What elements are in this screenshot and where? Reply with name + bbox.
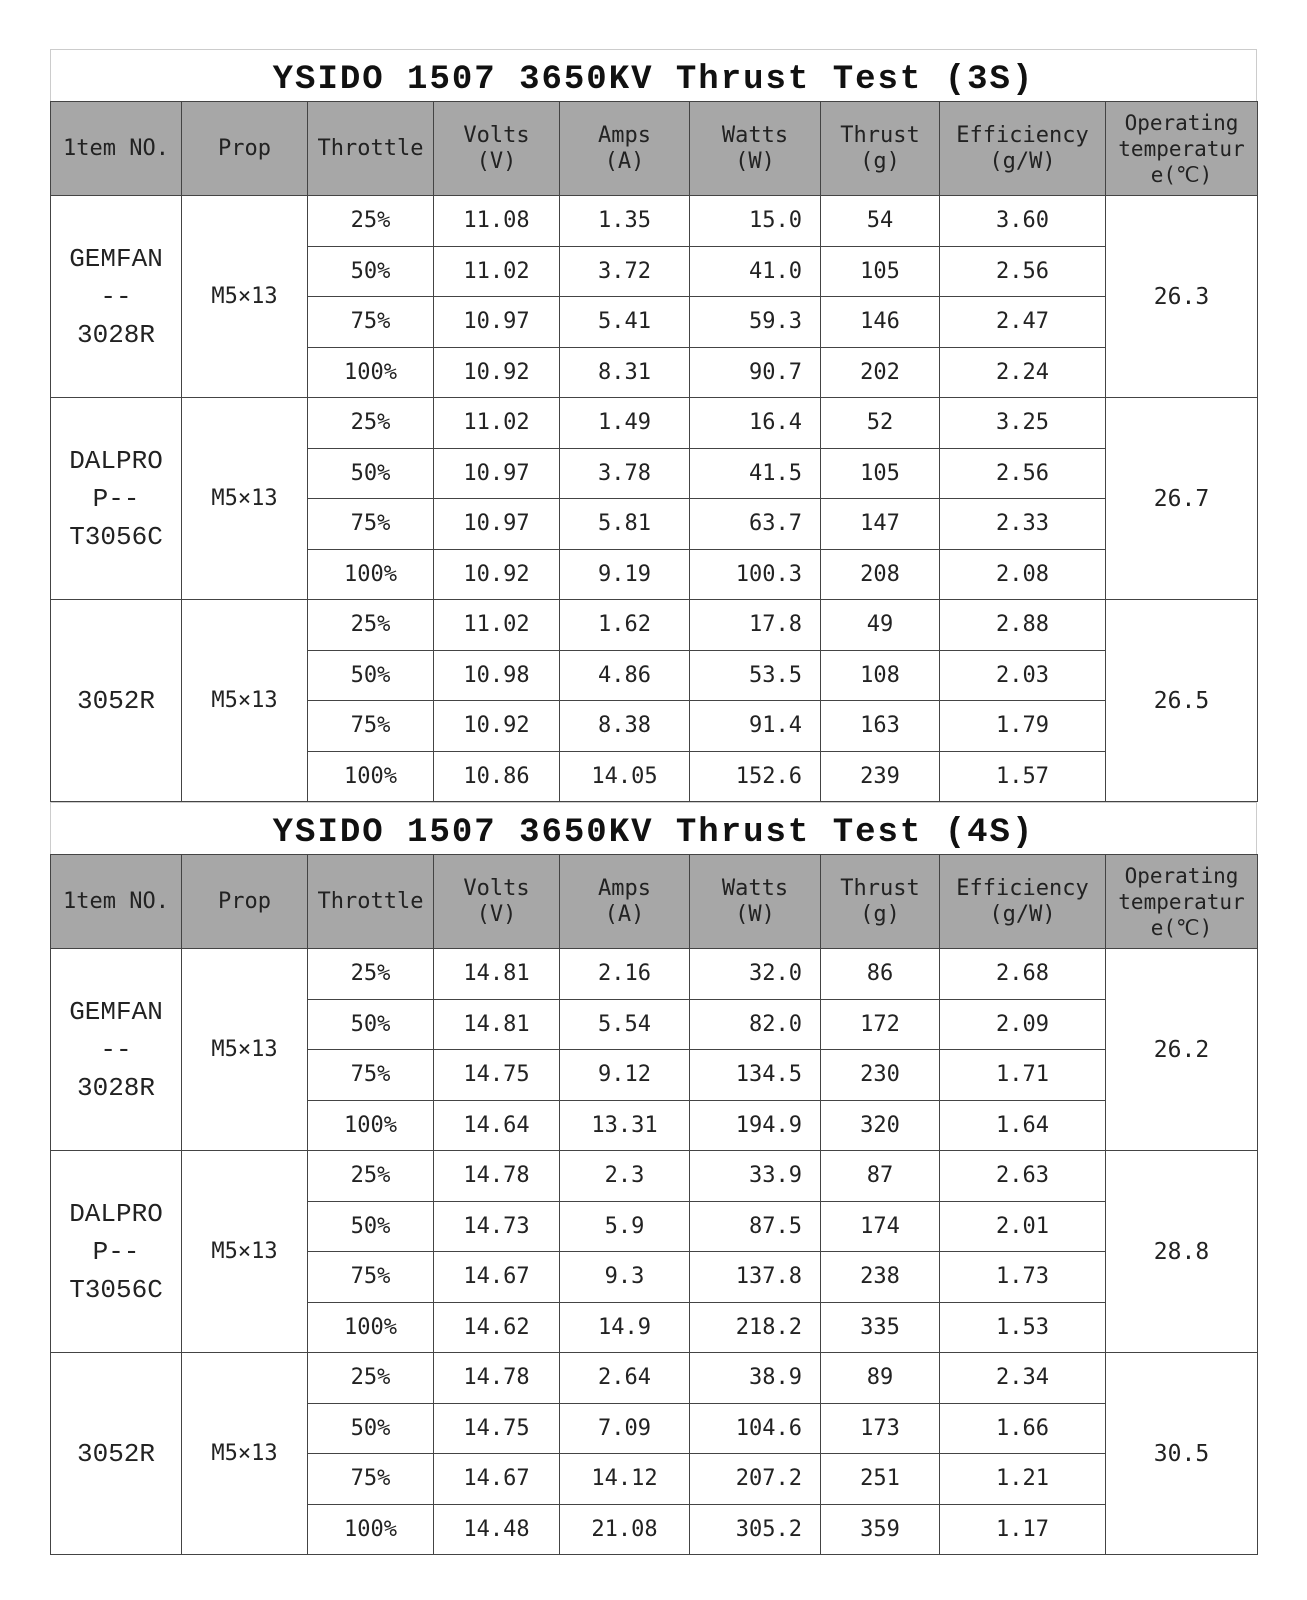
volts-cell: 14.75 bbox=[434, 1050, 560, 1101]
throttle-cell: 50% bbox=[308, 1403, 434, 1454]
volts-cell: 10.97 bbox=[434, 448, 560, 499]
watts-cell: 63.7 bbox=[690, 499, 821, 550]
volts-cell: 11.08 bbox=[434, 196, 560, 247]
watts-cell: 59.3 bbox=[690, 297, 821, 348]
item-name-cell: 3052R bbox=[51, 600, 182, 802]
efficiency-cell: 1.73 bbox=[940, 1252, 1106, 1303]
watts-cell: 194.9 bbox=[690, 1100, 821, 1151]
thrust-cell: 335 bbox=[821, 1302, 940, 1353]
volts-cell: 14.75 bbox=[434, 1403, 560, 1454]
volts-cell: 11.02 bbox=[434, 600, 560, 651]
volts-cell: 10.97 bbox=[434, 297, 560, 348]
thrust-cell: 202 bbox=[821, 347, 940, 398]
watts-cell: 53.5 bbox=[690, 650, 821, 701]
header-throttle: Throttle bbox=[308, 102, 434, 196]
efficiency-cell: 2.47 bbox=[940, 297, 1106, 348]
volts-cell: 14.78 bbox=[434, 1151, 560, 1202]
volts-cell: 14.67 bbox=[434, 1454, 560, 1505]
throttle-cell: 50% bbox=[308, 246, 434, 297]
header-prop: Prop bbox=[182, 102, 308, 196]
volts-cell: 14.48 bbox=[434, 1504, 560, 1555]
volts-cell: 10.97 bbox=[434, 499, 560, 550]
thrust-cell: 54 bbox=[821, 196, 940, 247]
item-name-cell: 3052R bbox=[51, 1353, 182, 1555]
watts-cell: 91.4 bbox=[690, 701, 821, 752]
throttle-cell: 25% bbox=[308, 1151, 434, 1202]
header-throttle: Throttle bbox=[308, 855, 434, 949]
throttle-cell: 75% bbox=[308, 297, 434, 348]
amps-cell: 5.54 bbox=[560, 999, 690, 1050]
header-watts: Watts (W) bbox=[690, 855, 821, 949]
amps-cell: 2.3 bbox=[560, 1151, 690, 1202]
table-title: YSIDO 1507 3650KV Thrust Test (3S) bbox=[50, 49, 1257, 101]
header-row bbox=[51, 855, 1258, 949]
thrust-cell: 108 bbox=[821, 650, 940, 701]
throttle-cell: 100% bbox=[308, 549, 434, 600]
throttle-cell: 25% bbox=[308, 196, 434, 247]
thrust-cell: 208 bbox=[821, 549, 940, 600]
header-item-no: 1tem NO. bbox=[51, 855, 182, 949]
watts-cell: 17.8 bbox=[690, 600, 821, 651]
watts-cell: 137.8 bbox=[690, 1252, 821, 1303]
watts-cell: 82.0 bbox=[690, 999, 821, 1050]
throttle-cell: 100% bbox=[308, 751, 434, 802]
prop-cell: M5×13 bbox=[182, 949, 308, 1151]
operating-temp-cell: 26.7 bbox=[1106, 398, 1258, 600]
amps-cell: 1.49 bbox=[560, 398, 690, 449]
efficiency-cell: 2.33 bbox=[940, 499, 1106, 550]
amps-cell: 13.31 bbox=[560, 1100, 690, 1151]
throttle-cell: 50% bbox=[308, 999, 434, 1050]
efficiency-cell: 1.21 bbox=[940, 1454, 1106, 1505]
amps-cell: 3.72 bbox=[560, 246, 690, 297]
watts-cell: 41.0 bbox=[690, 246, 821, 297]
thrust-cell: 251 bbox=[821, 1454, 940, 1505]
item-name-cell: DALPRO P-- T3056C bbox=[51, 398, 182, 600]
throttle-cell: 75% bbox=[308, 701, 434, 752]
thrust-cell: 320 bbox=[821, 1100, 940, 1151]
header-thrust: Thrust (g) bbox=[821, 855, 940, 949]
table-row bbox=[51, 398, 1258, 449]
thrust-table-4s bbox=[50, 854, 1258, 1555]
efficiency-cell: 2.63 bbox=[940, 1151, 1106, 1202]
header-amps: Amps (A) bbox=[560, 855, 690, 949]
efficiency-cell: 2.56 bbox=[940, 246, 1106, 297]
volts-cell: 14.81 bbox=[434, 999, 560, 1050]
header-volts: Volts (V) bbox=[434, 102, 560, 196]
thrust-cell: 239 bbox=[821, 751, 940, 802]
volts-cell: 14.81 bbox=[434, 949, 560, 1000]
operating-temp-cell: 26.2 bbox=[1106, 949, 1258, 1151]
throttle-cell: 100% bbox=[308, 347, 434, 398]
volts-cell: 14.64 bbox=[434, 1100, 560, 1151]
operating-temp-cell: 26.5 bbox=[1106, 600, 1258, 802]
prop-cell: M5×13 bbox=[182, 1353, 308, 1555]
efficiency-cell: 2.01 bbox=[940, 1201, 1106, 1252]
table-row bbox=[51, 196, 1258, 247]
watts-cell: 134.5 bbox=[690, 1050, 821, 1101]
amps-cell: 5.41 bbox=[560, 297, 690, 348]
operating-temp-cell: 30.5 bbox=[1106, 1353, 1258, 1555]
volts-cell: 14.67 bbox=[434, 1252, 560, 1303]
efficiency-cell: 1.66 bbox=[940, 1403, 1106, 1454]
amps-cell: 21.08 bbox=[560, 1504, 690, 1555]
amps-cell: 5.9 bbox=[560, 1201, 690, 1252]
watts-cell: 104.6 bbox=[690, 1403, 821, 1454]
prop-cell: M5×13 bbox=[182, 398, 308, 600]
throttle-cell: 100% bbox=[308, 1504, 434, 1555]
watts-cell: 218.2 bbox=[690, 1302, 821, 1353]
amps-cell: 9.12 bbox=[560, 1050, 690, 1101]
throttle-cell: 100% bbox=[308, 1302, 434, 1353]
efficiency-cell: 1.17 bbox=[940, 1504, 1106, 1555]
efficiency-cell: 1.64 bbox=[940, 1100, 1106, 1151]
watts-cell: 41.5 bbox=[690, 448, 821, 499]
amps-cell: 1.35 bbox=[560, 196, 690, 247]
watts-cell: 87.5 bbox=[690, 1201, 821, 1252]
header-row bbox=[51, 102, 1258, 196]
watts-cell: 15.0 bbox=[690, 196, 821, 247]
throttle-cell: 50% bbox=[308, 1201, 434, 1252]
volts-cell: 10.98 bbox=[434, 650, 560, 701]
table-row bbox=[51, 600, 1258, 651]
operating-temp-cell: 26.3 bbox=[1106, 196, 1258, 398]
amps-cell: 14.9 bbox=[560, 1302, 690, 1353]
thrust-cell: 174 bbox=[821, 1201, 940, 1252]
header-operating-temp: Operating temperatur e(℃) bbox=[1106, 102, 1258, 196]
amps-cell: 4.86 bbox=[560, 650, 690, 701]
header-prop: Prop bbox=[182, 855, 308, 949]
watts-cell: 152.6 bbox=[690, 751, 821, 802]
amps-cell: 3.78 bbox=[560, 448, 690, 499]
throttle-cell: 25% bbox=[308, 600, 434, 651]
amps-cell: 7.09 bbox=[560, 1403, 690, 1454]
volts-cell: 11.02 bbox=[434, 246, 560, 297]
efficiency-cell: 2.34 bbox=[940, 1353, 1106, 1404]
efficiency-cell: 2.88 bbox=[940, 600, 1106, 651]
watts-cell: 207.2 bbox=[690, 1454, 821, 1505]
throttle-cell: 75% bbox=[308, 1252, 434, 1303]
header-watts: Watts (W) bbox=[690, 102, 821, 196]
thrust-cell: 147 bbox=[821, 499, 940, 550]
amps-cell: 9.3 bbox=[560, 1252, 690, 1303]
table-row bbox=[51, 949, 1258, 1000]
prop-cell: M5×13 bbox=[182, 600, 308, 802]
header-amps: Amps (A) bbox=[560, 102, 690, 196]
watts-cell: 90.7 bbox=[690, 347, 821, 398]
volts-cell: 14.62 bbox=[434, 1302, 560, 1353]
thrust-test-sheet bbox=[50, 49, 1257, 1555]
header-efficiency: Efficiency (g/W) bbox=[940, 855, 1106, 949]
efficiency-cell: 2.08 bbox=[940, 549, 1106, 600]
volts-cell: 11.02 bbox=[434, 398, 560, 449]
watts-cell: 305.2 bbox=[690, 1504, 821, 1555]
amps-cell: 8.31 bbox=[560, 347, 690, 398]
table-row bbox=[51, 1353, 1258, 1404]
amps-cell: 9.19 bbox=[560, 549, 690, 600]
thrust-cell: 89 bbox=[821, 1353, 940, 1404]
thrust-cell: 105 bbox=[821, 246, 940, 297]
item-name-cell: DALPRO P-- T3056C bbox=[51, 1151, 182, 1353]
efficiency-cell: 2.24 bbox=[940, 347, 1106, 398]
throttle-cell: 25% bbox=[308, 398, 434, 449]
volts-cell: 14.78 bbox=[434, 1353, 560, 1404]
header-volts: Volts (V) bbox=[434, 855, 560, 949]
thrust-cell: 238 bbox=[821, 1252, 940, 1303]
throttle-cell: 50% bbox=[308, 448, 434, 499]
header-operating-temp: Operating temperatur e(℃) bbox=[1106, 855, 1258, 949]
amps-cell: 14.12 bbox=[560, 1454, 690, 1505]
amps-cell: 14.05 bbox=[560, 751, 690, 802]
efficiency-cell: 2.09 bbox=[940, 999, 1106, 1050]
table-row bbox=[51, 1151, 1258, 1202]
amps-cell: 2.64 bbox=[560, 1353, 690, 1404]
amps-cell: 5.81 bbox=[560, 499, 690, 550]
throttle-cell: 100% bbox=[308, 1100, 434, 1151]
thrust-cell: 146 bbox=[821, 297, 940, 348]
throttle-cell: 75% bbox=[308, 1454, 434, 1505]
efficiency-cell: 1.79 bbox=[940, 701, 1106, 752]
thrust-cell: 230 bbox=[821, 1050, 940, 1101]
volts-cell: 10.92 bbox=[434, 701, 560, 752]
volts-cell: 14.73 bbox=[434, 1201, 560, 1252]
thrust-cell: 359 bbox=[821, 1504, 940, 1555]
watts-cell: 38.9 bbox=[690, 1353, 821, 1404]
throttle-cell: 50% bbox=[308, 650, 434, 701]
thrust-cell: 49 bbox=[821, 600, 940, 651]
volts-cell: 10.86 bbox=[434, 751, 560, 802]
efficiency-cell: 1.53 bbox=[940, 1302, 1106, 1353]
header-efficiency: Efficiency (g/W) bbox=[940, 102, 1106, 196]
amps-cell: 1.62 bbox=[560, 600, 690, 651]
efficiency-cell: 1.57 bbox=[940, 751, 1106, 802]
thrust-cell: 52 bbox=[821, 398, 940, 449]
watts-cell: 32.0 bbox=[690, 949, 821, 1000]
thrust-cell: 87 bbox=[821, 1151, 940, 1202]
operating-temp-cell: 28.8 bbox=[1106, 1151, 1258, 1353]
throttle-cell: 75% bbox=[308, 1050, 434, 1101]
prop-cell: M5×13 bbox=[182, 1151, 308, 1353]
throttle-cell: 75% bbox=[308, 499, 434, 550]
thrust-cell: 86 bbox=[821, 949, 940, 1000]
efficiency-cell: 2.03 bbox=[940, 650, 1106, 701]
efficiency-cell: 3.25 bbox=[940, 398, 1106, 449]
efficiency-cell: 1.71 bbox=[940, 1050, 1106, 1101]
watts-cell: 33.9 bbox=[690, 1151, 821, 1202]
thrust-cell: 105 bbox=[821, 448, 940, 499]
thrust-cell: 173 bbox=[821, 1403, 940, 1454]
efficiency-cell: 2.56 bbox=[940, 448, 1106, 499]
item-name-cell: GEMFAN -- 3028R bbox=[51, 196, 182, 398]
prop-cell: M5×13 bbox=[182, 196, 308, 398]
item-name-cell: GEMFAN -- 3028R bbox=[51, 949, 182, 1151]
throttle-cell: 25% bbox=[308, 949, 434, 1000]
header-thrust: Thrust (g) bbox=[821, 102, 940, 196]
thrust-table-3s bbox=[50, 101, 1258, 802]
watts-cell: 100.3 bbox=[690, 549, 821, 600]
throttle-cell: 25% bbox=[308, 1353, 434, 1404]
header-item-no: 1tem NO. bbox=[51, 102, 182, 196]
thrust-cell: 163 bbox=[821, 701, 940, 752]
volts-cell: 10.92 bbox=[434, 549, 560, 600]
amps-cell: 2.16 bbox=[560, 949, 690, 1000]
table-title: YSIDO 1507 3650KV Thrust Test (4S) bbox=[50, 802, 1257, 854]
efficiency-cell: 2.68 bbox=[940, 949, 1106, 1000]
volts-cell: 10.92 bbox=[434, 347, 560, 398]
watts-cell: 16.4 bbox=[690, 398, 821, 449]
efficiency-cell: 3.60 bbox=[940, 196, 1106, 247]
amps-cell: 8.38 bbox=[560, 701, 690, 752]
thrust-cell: 172 bbox=[821, 999, 940, 1050]
